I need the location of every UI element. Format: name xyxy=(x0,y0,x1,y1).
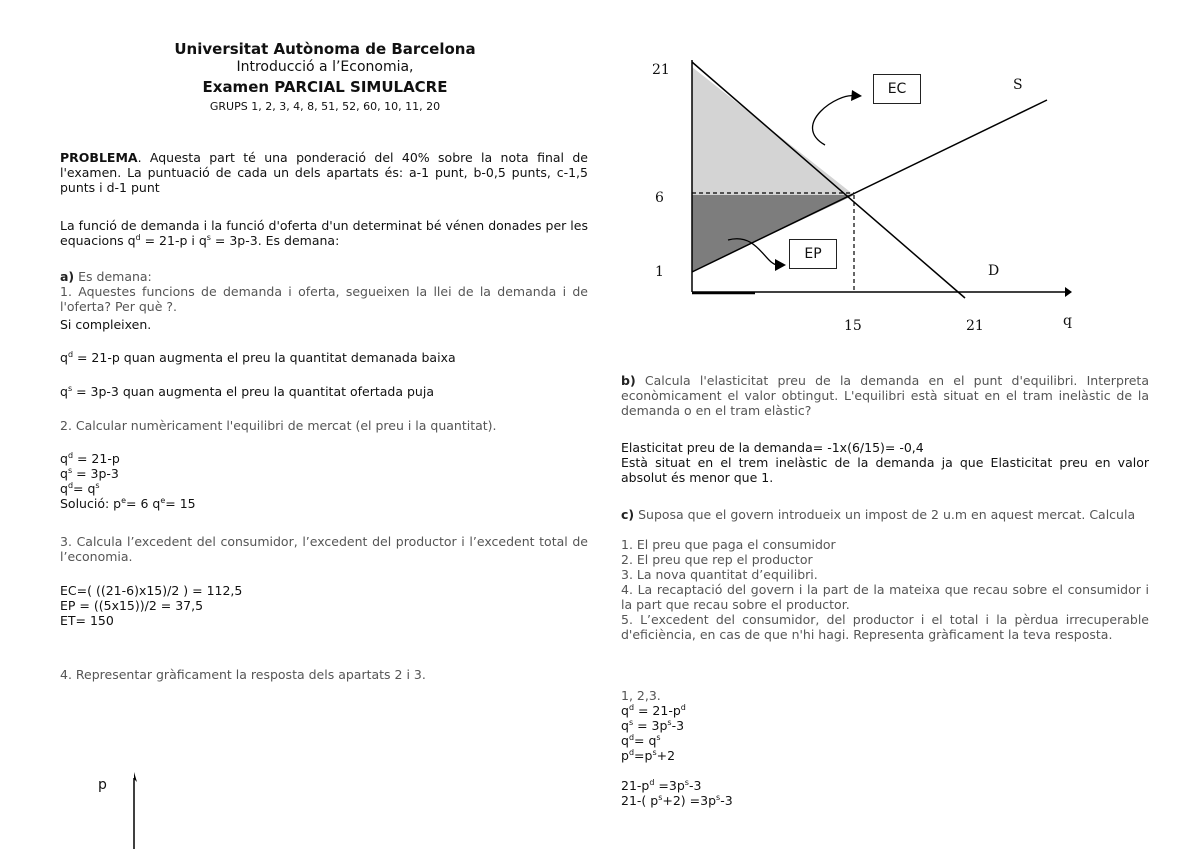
total-surplus-line: ET= 150 xyxy=(60,613,114,628)
part-c-item-4: 4. La recaptació del govern i la part de la mateixa que recau sobre el consumidor i la part que recau sobre el productor. xyxy=(621,582,1149,612)
part-c-item-2: 2. El preu que rep el productor xyxy=(621,552,813,567)
elasticity-interpretation: Està situat en el trem inelàstic de la demanda ja que Elasticitat preu en valor absolut és menor que 1. xyxy=(621,455,1149,485)
producer-surplus-line: EP = ((5x15))/2 = 37,5 xyxy=(60,598,204,613)
surplus-answers xyxy=(60,583,242,628)
university-title: Universitat Autònoma de Barcelona xyxy=(174,40,476,58)
groups-line: GRUPS 1, 2, 3, 4, 8, 51, 52, 60, 10, 11, 20 xyxy=(209,100,441,113)
part-c-question: c) Suposa que el govern introdueix un impost de 2 u.m en aquest mercat. Calcula xyxy=(621,507,1136,522)
part-a-question-4: 4. Representar gràficament la resposta dels apartats 2 i 3. xyxy=(60,667,426,682)
equilibrium-working: $q^d = 21-p$ $q^s = 3p-3$ $q^d= q^s$ Solució: $p^e= 6$ $q^e= 15$ xyxy=(60,450,196,511)
part-a-answer-1: Si compleixen. xyxy=(60,317,152,332)
part-c-item-5: 5. L’excedent del consumidor, del productor i el total i la pèrdua irrecuperable d'eficiència, en cas de que n'hi hagi. Representa gràficament la teva resposta. xyxy=(621,612,1149,642)
problem-statement: La funció de demanda i la funció d'oferta d'un determinat bé vénen donades per les equacions $q^d = 21-p$ i $q^s = 3p-3$. Es demana: xyxy=(60,218,588,248)
part-a-question-3: 3. Calcula l’excedent del consumidor, l’excedent del productor i l’excedent total de l’economia. xyxy=(60,534,588,564)
part-b-question: b) Calcula l'elasticitat preu de la demanda en el punt d'equilibri. Interpreta econòmicament el valor obtingut. L'equilibri està situat en el tram inelàstic de la demanda o en el tram elàstic? xyxy=(621,373,1149,418)
y-tick-21: 21 xyxy=(652,62,670,78)
bottom-axis xyxy=(128,770,144,849)
problem-intro: PROBLEMA. Aquesta part té una ponderació del 40% sobre la nota final de l'examen. La puntuació de cada un dels apartats és: a-1 punt, b-0,5 punts, c-1,5 punts i d-1 punt xyxy=(60,150,588,195)
exam-title: Examen PARCIAL SIMULACRE xyxy=(202,78,448,96)
bottom-axis-label: p xyxy=(98,777,107,793)
part-c-items xyxy=(621,537,1149,642)
x-tick-15: 15 xyxy=(844,318,862,334)
y-tick-1: 1 xyxy=(655,264,664,280)
course-title: Introducció a l’Economia, xyxy=(236,59,414,75)
ec-pointer-arrow xyxy=(813,96,855,145)
x-axis-label: q xyxy=(1063,313,1072,329)
y-tick-6: 6 xyxy=(655,190,664,206)
x-tick-21: 21 xyxy=(966,318,984,334)
ec-label-box: EC xyxy=(873,74,921,104)
problem-title: PROBLEMA xyxy=(60,150,138,165)
part-a-question-2: 2. Calcular numèricament l'equilibri de mercat (el preu i la quantitat). xyxy=(60,418,497,433)
demand-law-line: $q^d = 21-p$ quan augmenta el preu la quantitat demanada baixa xyxy=(60,349,456,365)
supply-demand-graph xyxy=(620,50,1100,360)
consumer-surplus-area xyxy=(692,67,854,195)
demand-label: D xyxy=(988,263,1000,279)
ep-label-box: EP xyxy=(789,239,837,269)
part-a-question-1: 1. Aquestes funcions de demanda i oferta, segueixen la llei de la demanda i de l'oferta? Per què ?. xyxy=(60,284,588,314)
supply-label: S xyxy=(1013,77,1023,93)
equilibrium-solution: Solució: $p^e= 6$ $q^e= 15$ xyxy=(60,495,196,511)
part-a-heading: a) Es demana: xyxy=(60,269,152,284)
part-c-item-1: 1. El preu que paga el consumidor xyxy=(621,537,836,552)
consumer-surplus-line: EC=( ((21-6)x15)/2 ) = 112,5 xyxy=(60,583,243,598)
supply-law-line: $q^s = 3p-3$ quan augmenta el preu la quantitat ofertada puja xyxy=(60,383,434,399)
part-c-working: 1, 2,3. $q^d = 21-p^d$ $q^s = 3p^s-3$ $q^d= q^s$ $p^d=p^s+2$ $21-p^d =3p^s-3$ 21-( $p^s+2) =3p^s-3$ xyxy=(621,688,733,808)
elasticity-answer: Elasticitat preu de la demanda= -1x(6/15)= -0,4 xyxy=(621,440,924,455)
part-c-item-3: 3. La nova quantitat d’equilibri. xyxy=(621,567,818,582)
